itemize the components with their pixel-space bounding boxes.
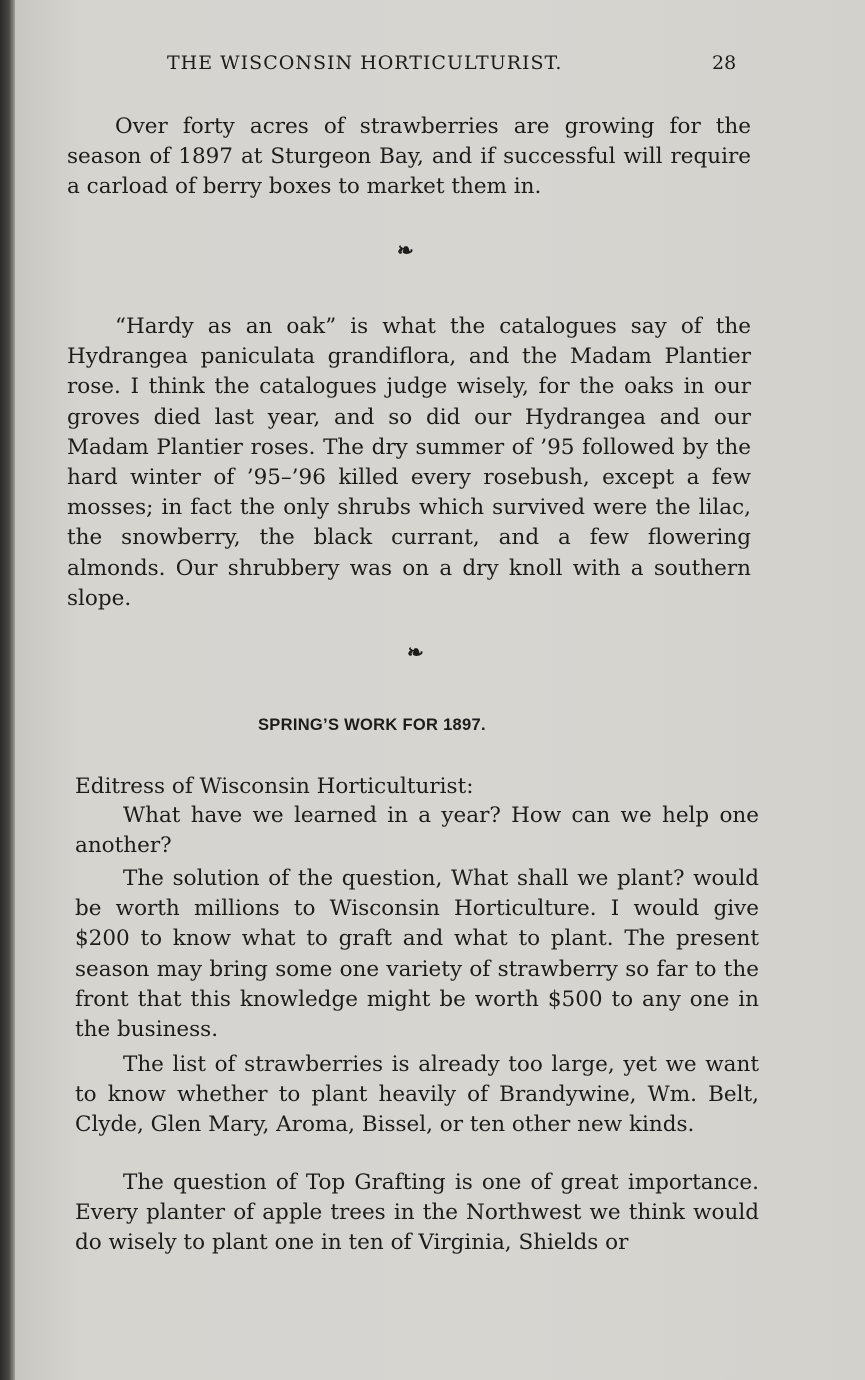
page-header [15,52,865,82]
paragraph-what-have-we-learned: What have we learned in a year? How can we help one another? [75,803,759,859]
section-heading: SPRING’S WORK FOR 1897. [258,716,486,734]
book-spine-shadow [0,0,15,1380]
letter-salutation: Editress of Wisconsin Horticulturist: [75,774,474,799]
running-title: THE WISCONSIN HORTICULTURIST. [167,52,563,74]
book-page [15,0,865,1380]
paragraph-list-of-strawberries: The list of strawberries is already too large, yet we want to know whether to plant heavily of Brandywine, Wm. Belt, Clyde, Glen Mary, Aroma, Bissel, or ten other new kinds. [75,1052,759,1138]
fleuron-ornament: ❧ [397,238,414,262]
paragraph-top-grafting: The question of Top Grafting is one of great importance. Every planter of apple trees in the Northwest we think would do wisely to plant one in ten of Virginia, Shields or [75,1170,759,1256]
paragraph-hardy-as-an-oak: “Hardy as an oak” is what the catalogues say of the Hydrangea paniculata grandiflora, and the Madam Plantier rose. I think the catalogues judge wisely, for the oaks in our groves died last year, and so did our Hydrangea and our Madam Plantier roses. The dry summer of ’95 followed by the hard winter of ’95–’96 killed every rosebush, except a few mosses; in fact the only shrubs which survived were the lilac, the snowberry, the black currant, and a few flowering almonds. Our shrubbery was on a dry knoll with a southern slope. [67,314,751,611]
fleuron-ornament: ❧ [407,640,424,664]
paragraph-strawberries: Over forty acres of strawberries are growing for the season of 1897 at Sturgeon Bay, and if successful will require a carload of berry boxes to market them in. [67,114,751,200]
page-number: 28 [712,52,737,74]
paragraph-what-shall-we-plant: The solution of the question, What shall we plant? would be worth millions to Wisconsin Horticulture. I would give $200 to know what to graft and what to plant. The present season may bring some one variety of strawberry so far to the front that this knowledge might be worth $500 to any one in the business. [75,866,759,1043]
